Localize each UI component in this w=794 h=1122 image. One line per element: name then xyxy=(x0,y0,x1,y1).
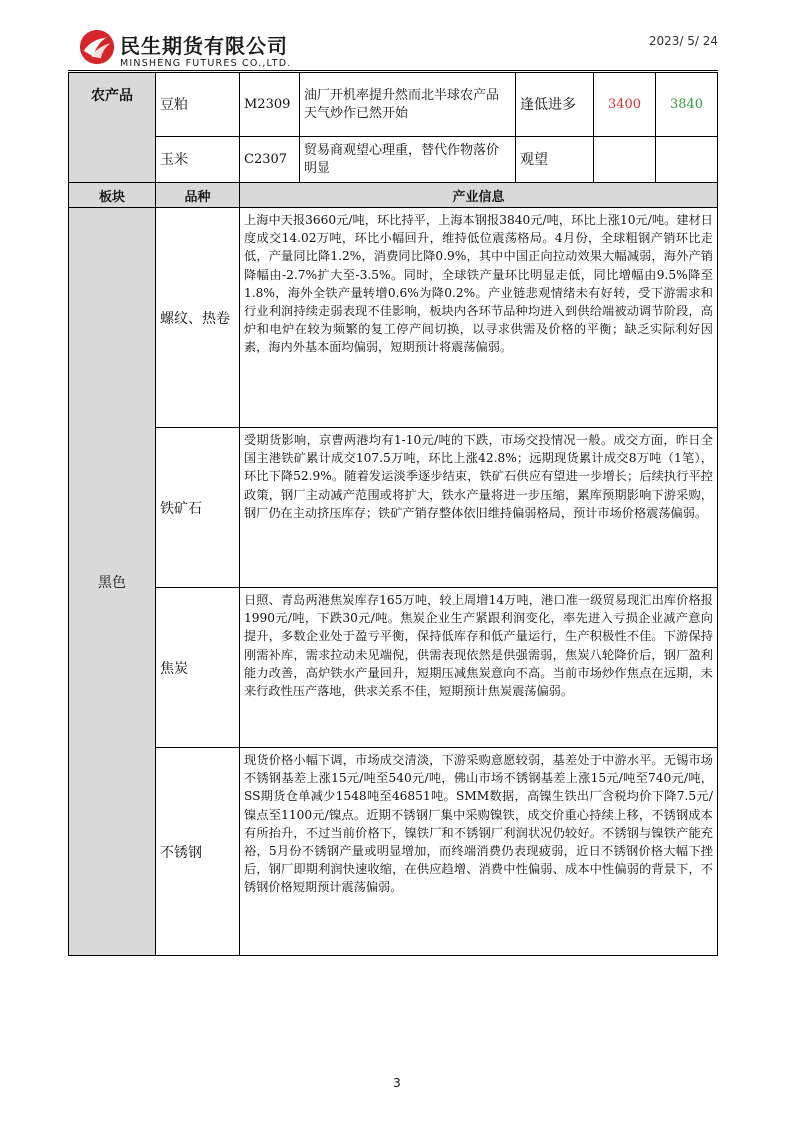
sector-label-agri: 农产品 xyxy=(69,73,156,183)
company-name-en: MINSHENG FUTURES CO.,LTD. xyxy=(120,58,292,69)
header-divider xyxy=(68,70,718,71)
sector-label-black: 黑色 xyxy=(69,208,156,956)
price-low-cell xyxy=(594,137,656,183)
info-cell: 上海中天报3660元/吨，环比持平，上海本钢报3840元/吨，环比上涨10元/吨。建材日度成交14.02万吨，环比小幅回升，维持低位震荡格局。4月份，全球粗钢产销环比走低，产量同比降1.2%，消费同比降0.9%，其中中国正向拉动效果大幅减弱，海外产销降幅由-2.7%扩大至-3.5%。同时，全球铁产量环比明显走低，同比增幅由9.5%降至1.8%，海外全铁产量转增0.6%为降0.2%。产业链悲观情绪未有好转，受下游需求和行业利润持续走弱表现不佳影响，板块内各环节品种均进入到供给端被动调节阶段，高炉和电炉在较为频繁的复工停产间切换，以寻求供需及价格的平衡；缺乏实际利好因素，海内外基本面均偏弱，短期预计将震荡偏弱。 xyxy=(240,208,718,428)
table-header-row xyxy=(69,183,718,208)
company-logo xyxy=(78,28,318,74)
info-cell: 现货价格小幅下调，市场成交清淡，下游采购意愿较弱，基差处于中游水平。无锡市场不锈钢基差上涨15元/吨至540元/吨，佛山市场不锈钢基差上涨15元/吨至740元/吨，SS期货仓单减少1548吨至46851吨。SMM数据，高镍生铁出厂含税均价下降7.5元/镍点至1100元/镍点。近期不锈钢厂集中采购镍铁，成交价重心持续上移，不锈钢成本有所抬升，不过当前价格下，镍铁厂和不锈钢厂利润状况仍较好。不锈钢与镍铁产能充裕，5月份不锈钢产量或明显增加，而终端消费仍表现疲弱，近日不锈钢价格大幅下挫后，钢厂即期利润快速收缩，在供应趋增、消费中性偏弱、成本中性偏弱的背景下，不锈钢价格短期预计震荡偏弱。 xyxy=(240,748,718,956)
table-row xyxy=(69,428,718,588)
table-row xyxy=(69,73,718,137)
report-date: 2023/ 5/ 24 xyxy=(648,34,718,48)
industry-info-table xyxy=(68,182,718,956)
header-variety: 品种 xyxy=(156,183,240,208)
variety-cell: 不锈钢 xyxy=(156,748,240,956)
company-name-cn: 民生期货有限公司 xyxy=(120,34,288,58)
price-low-cell: 3400 xyxy=(594,73,656,137)
variety-cell: 豆粕 xyxy=(156,73,240,137)
minsheng-logo-icon xyxy=(78,28,116,66)
contract-cell: M2309 xyxy=(240,73,300,137)
info-cell: 贸易商观望心理重，替代作物落价明显 xyxy=(300,137,516,183)
table-row xyxy=(69,208,718,428)
price-high-cell: 3840 xyxy=(656,73,718,137)
variety-cell: 螺纹、热卷 xyxy=(156,208,240,428)
table-row xyxy=(69,137,718,183)
header-sector: 板块 xyxy=(69,183,156,208)
table-row xyxy=(69,588,718,748)
price-high-cell xyxy=(656,137,718,183)
variety-cell: 玉米 xyxy=(156,137,240,183)
variety-cell: 焦炭 xyxy=(156,588,240,748)
header-info: 产业信息 xyxy=(240,183,718,208)
view-cell: 观望 xyxy=(516,137,594,183)
info-cell: 受期货影响，京曹两港均有1-10元/吨的下跌，市场交投情况一般。成交方面，昨日全国主港铁矿累计成交107.5万吨，环比上涨42.8%；远期现货累计成交8万吨（1笔），环比下降52.9%。随着发运淡季逐步结束，铁矿石供应有望进一步增长；后续执行平控政策，钢厂主动减产范围或将扩大，铁水产量将进一步压缩，累库预期影响下游采购，钢厂仍在主动挤压库存；铁矿产销存整体依旧维持偏弱格局，预计市场价格震荡偏弱。 xyxy=(240,428,718,588)
agri-table xyxy=(68,72,718,183)
info-cell: 日照、青岛两港焦炭库存165万吨，较上周增14万吨，港口准一级贸易现汇出库价格报1990元/吨，下跌30元/吨。焦炭企业生产紧跟利润变化，率先进入亏损企业减产意向提升，多数企业处于盈亏平衡，保持低库存和低产量运行，生产积极性不佳。下游保持刚需补库，需求拉动未见端倪，供需表现依然是供强需弱，焦炭八轮降价后，钢厂盈利能力改善，高炉铁水产量回升，短期压减焦炭意向不高。当前市场炒作焦点在远期，未来行政性压产落地，供求关系不佳，短期预计焦炭震荡偏弱。 xyxy=(240,588,718,748)
page-number: 3 xyxy=(393,1076,401,1090)
contract-cell: C2307 xyxy=(240,137,300,183)
view-cell: 逢低进多 xyxy=(516,73,594,137)
variety-cell: 铁矿石 xyxy=(156,428,240,588)
info-cell: 油厂开机率提升然而北半球农产品天气炒作已然开始 xyxy=(300,73,516,137)
table-row xyxy=(69,748,718,956)
